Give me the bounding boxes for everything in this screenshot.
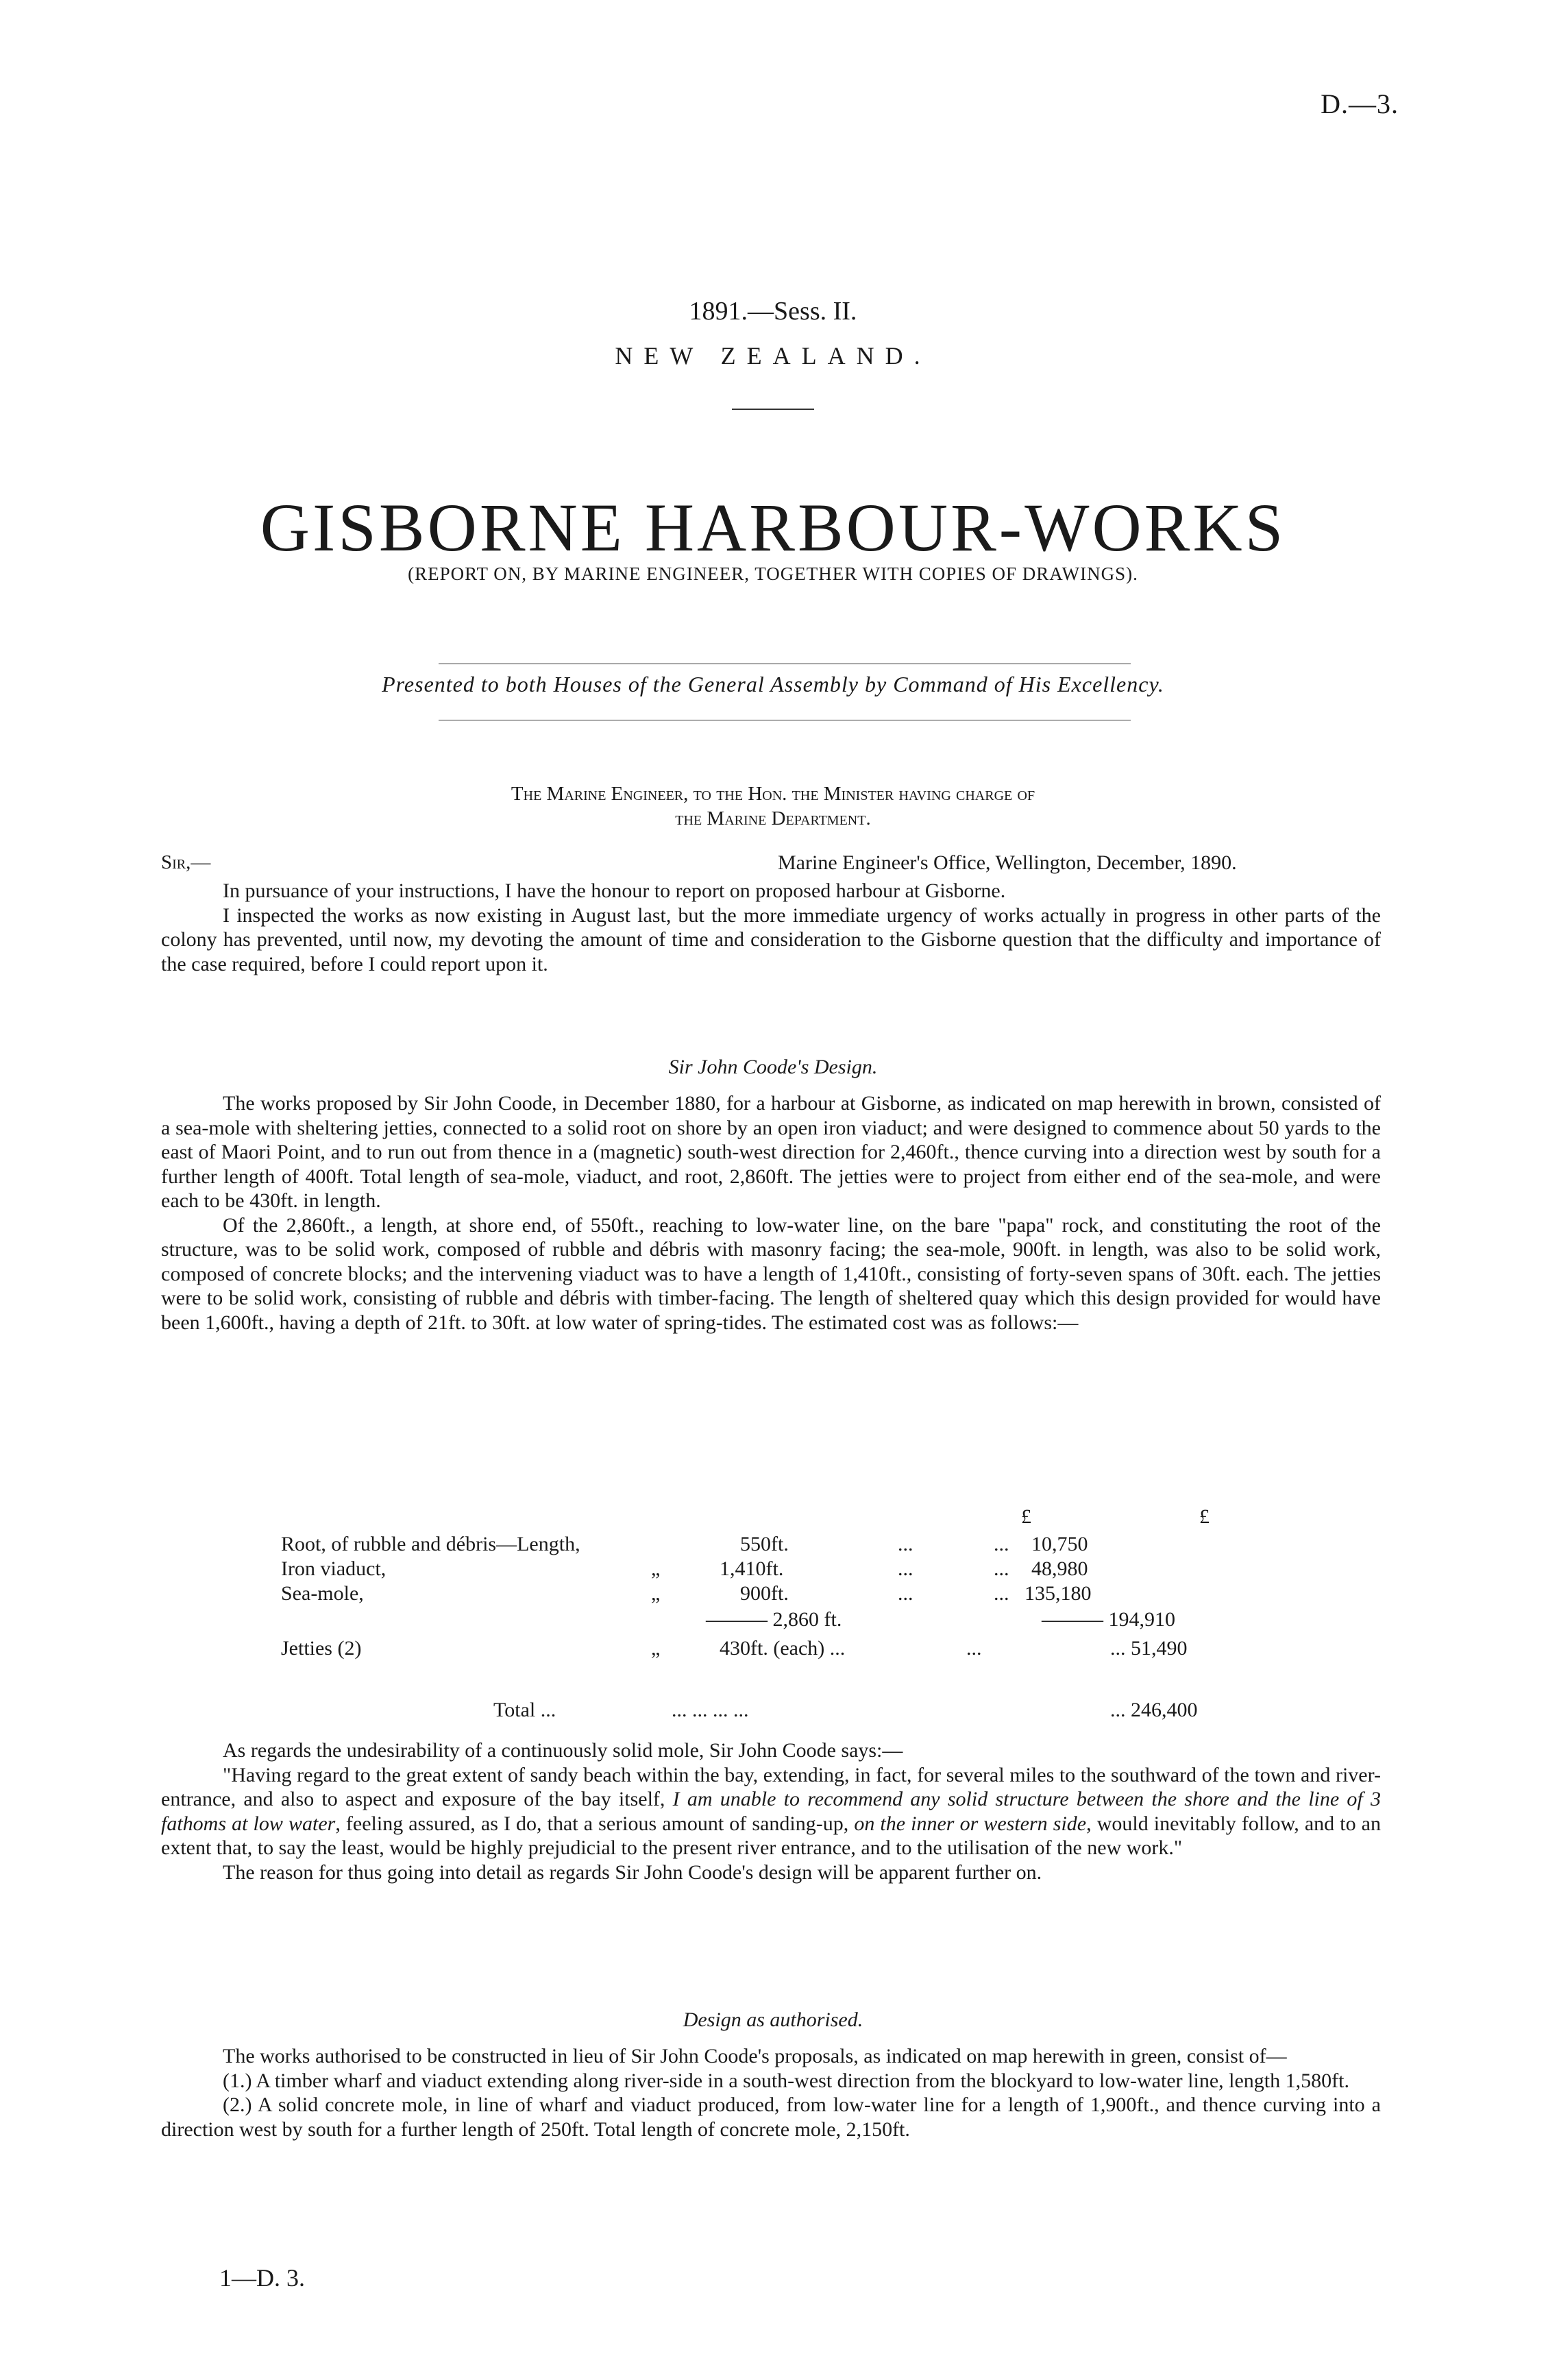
paragraph: In pursuance of your instructions, I have the honour to report on proposed harbour at Gisborne. xyxy=(223,879,1006,902)
paragraph: The works authorised to be constructed in lieu of Sir John Coode's proposals, as indicated on map herewith in green, consist of— xyxy=(223,2045,1287,2067)
quote-text: , would inevitably follow, and to an extent that, to say the least, would be highly prejudicial to the present river entrance, and to the utilisation of the new work." xyxy=(161,1812,1381,1859)
letter-address xyxy=(0,781,1546,831)
paragraph: The works proposed by Sir John Coode, in December 1880, for a harbour at Gisborne, as indicated on map herewith in brown, consisted of a sea-mole with sheltering jetties, connected to a solid root on shore by an open iron viaduct; and were designed to commence about 50 yards to the east of Maori Point, and to run out from thence in a (magnetic) south-west direction for 2,460ft., thence curving into a direction west by south for a further length of 400ft. Total length of sea-mole, viaduct, and root, 2,860ft. The jetties were to project from either end of the sea-mole, and were each to be 430ft. in length. xyxy=(161,1092,1381,1212)
presented-line: Presented to both Houses of the General Assembly by Command of His Excellency. xyxy=(382,672,1164,696)
table-row-item: Sea-mole, xyxy=(281,1582,364,1605)
jetties-length: 430ft. (each) ... xyxy=(720,1637,846,1660)
address-line-2: the Marine Department. xyxy=(675,807,871,829)
table-row-dots: ... xyxy=(898,1582,913,1605)
table-row-length: 550ft. xyxy=(740,1533,789,1555)
subtotal-amount: ——— 194,910 xyxy=(1042,1608,1175,1631)
subtotal-length: ——— 2,860 ft. xyxy=(706,1608,842,1631)
table-row-item: Root, of rubble and débris—Length, xyxy=(281,1533,580,1555)
section-heading: Design as authorised. xyxy=(683,2008,863,2031)
quote-emphasis: on the inner or western side xyxy=(854,1812,1087,1835)
ditto-mark: „ xyxy=(651,1557,661,1580)
page-signature: 1—D. 3. xyxy=(219,2264,305,2292)
document-subtitle: (REPORT ON, BY MARINE ENGINEER, TOGETHER WITH COPIES OF DRAWINGS). xyxy=(408,563,1138,584)
paragraph: As regards the undesirability of a continuously solid mole, Sir John Coode says:— xyxy=(223,1739,903,1762)
session-year: 1891.—Sess. II. xyxy=(689,297,857,326)
quote-text: , feeling assured, as I do, that a serious amount of sanding-up, xyxy=(335,1812,855,1835)
dateline: Marine Engineer's Office, Wellington, December, 1890. xyxy=(778,851,1237,874)
table-row-dots: ... xyxy=(966,1637,982,1660)
table-row-item: Iron viaduct, xyxy=(281,1557,386,1580)
table-row-amount: 48,980 xyxy=(1031,1557,1088,1580)
page-reference: D.—3. xyxy=(1321,88,1399,119)
country-name: NEW ZEALAND. xyxy=(615,342,931,369)
pound-header: £ xyxy=(1199,1505,1210,1528)
ditto-mark: „ xyxy=(651,1637,661,1660)
address-line-1: The Marine Engineer, to the Hon. the Minister having charge of xyxy=(511,783,1035,805)
paragraph: Of the 2,860ft., a length, at shore end, of 550ft., reaching to low-water line, on the bare "papa" rock, and constituting the root of the structure, was to be solid work, composed of rubble and débris with masonry facing; the sea-mole, 900ft. in length, was also to be solid work, composed of concrete blocks; and the intervening viaduct was to have a length of 1,410ft., consisting of forty-seven spans of 30ft. each. The jetties were to be solid work, consisting of rubble and débris with timber-facing. The length of sheltered quay which this design provided for would have been 1,600ft., having a depth of 21ft. to 30ft. at low water of spring-tides. The estimated cost was as follows:— xyxy=(161,1213,1381,1334)
total-dots: ... ... ... ... xyxy=(672,1699,749,1721)
table-row-dots: ... xyxy=(994,1582,1009,1605)
total-amount: ... 246,400 xyxy=(1110,1699,1198,1721)
section-heading: Sir John Coode's Design. xyxy=(668,1056,878,1078)
paragraph: (2.) A solid concrete mole, in line of wharf and viaduct produced, from low-water line for a length of 1,900ft., and thence curving into a direction west by south for a further length of 250ft. Total length of concrete mole, 2,150ft. xyxy=(161,2093,1381,2141)
paragraph: (1.) A timber wharf and viaduct extending along river-side in a south-west direction from the blockyard to low-water line, length 1,580ft. xyxy=(223,2069,1349,2092)
quote-paragraph xyxy=(161,1763,1381,1860)
paragraph: I inspected the works as now existing in August last, but the more immediate urgency of works actually in progress in other parts of the colony has prevented, until now, my devoting the amount of time and consideration to the Gisborne question that the difficulty and importance of the case required, before I could report upon it. xyxy=(161,903,1381,975)
total-label: Total ... xyxy=(493,1699,556,1721)
paragraph: The reason for thus going into detail as regards Sir John Coode's design will be apparent further on. xyxy=(223,1860,1042,1884)
jetties-amount: ... 51,490 xyxy=(1110,1637,1188,1660)
table-row-length: 900ft. xyxy=(740,1582,789,1605)
table-row-dots: ... xyxy=(994,1533,1009,1555)
table-row-amount: 135,180 xyxy=(1024,1582,1092,1605)
jetties-item: Jetties (2) xyxy=(281,1637,362,1660)
divider xyxy=(732,409,814,410)
table-row-dots: ... xyxy=(898,1557,913,1580)
cost-table xyxy=(281,1505,1275,1759)
pound-header: £ xyxy=(1021,1505,1031,1528)
table-row-dots: ... xyxy=(898,1533,913,1555)
quote-emphasis: I am unable to recommend any solid structure between the shore and the line of 3 fathoms at low water xyxy=(161,1788,1381,1835)
table-row-amount: 10,750 xyxy=(1031,1533,1088,1555)
salutation: Sir,— xyxy=(161,851,211,873)
body-section-3 xyxy=(161,1738,1381,1884)
table-row-length: 1,410ft. xyxy=(720,1557,784,1580)
quote-text: "Having regard to the great extent of sandy beach within the bay, extending, in fact, for several miles to the southward of the town and river-entrance, and also to aspect and exposure of the bay itself, xyxy=(161,1763,1381,1810)
body-section-1 xyxy=(161,879,1381,976)
body-section-4 xyxy=(161,2044,1381,2141)
ditto-mark: „ xyxy=(651,1582,661,1605)
document-title: GISBORNE HARBOUR-WORKS xyxy=(260,489,1286,566)
body-section-2 xyxy=(161,1091,1381,1335)
table-row-dots: ... xyxy=(994,1557,1009,1580)
